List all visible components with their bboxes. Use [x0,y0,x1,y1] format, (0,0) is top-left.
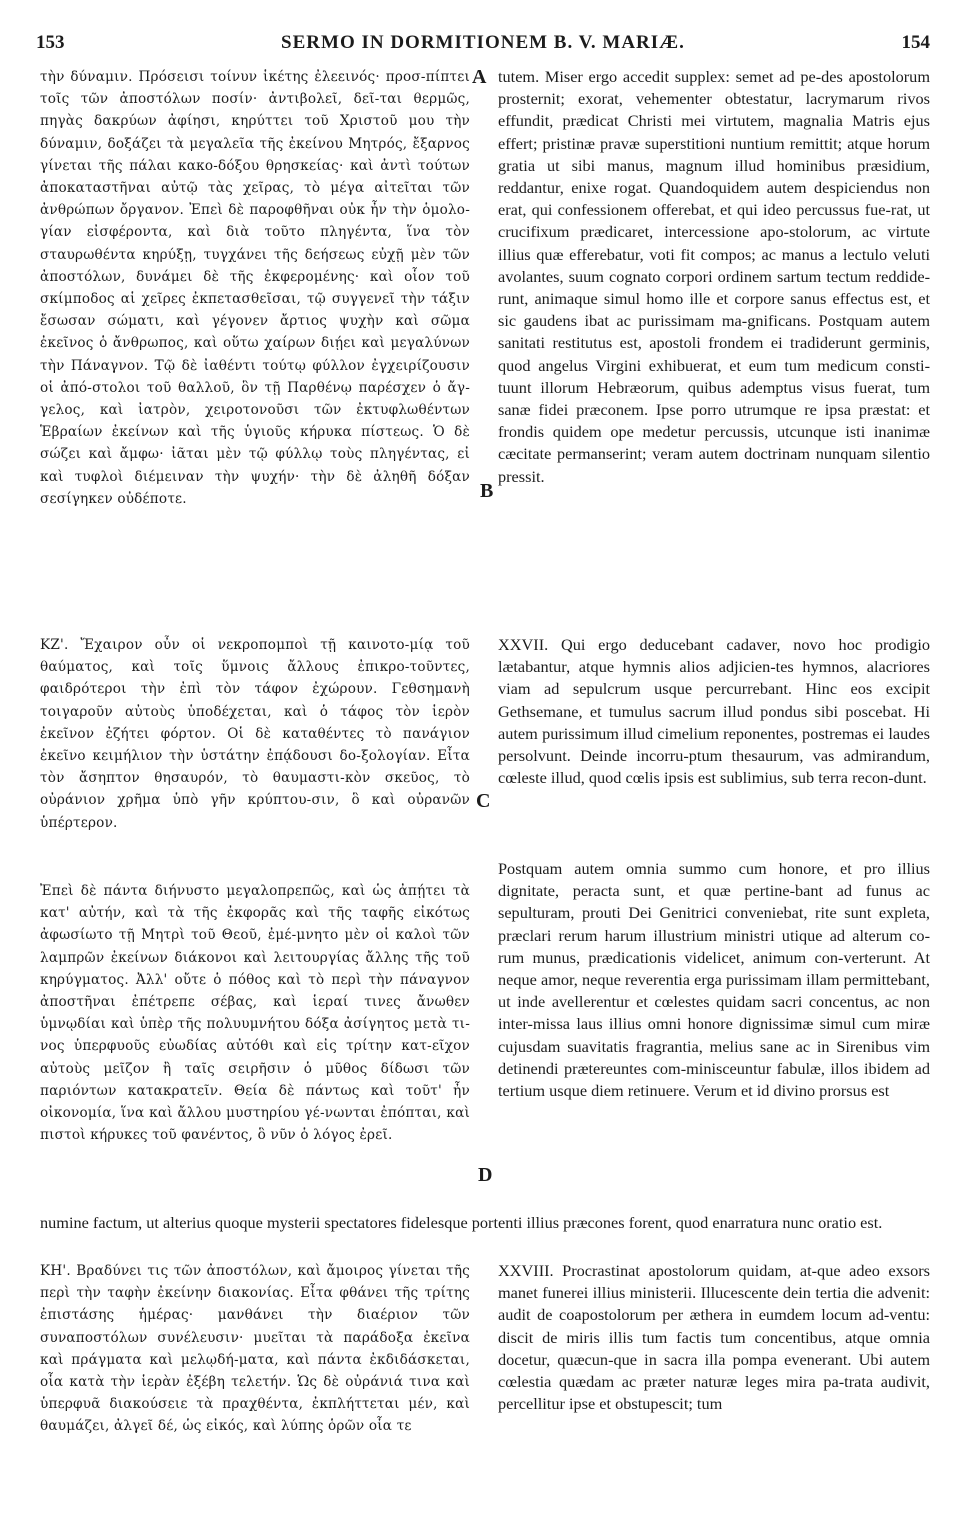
margin-letter-b: B [480,480,494,502]
latin-column-section-28 [498,1260,930,1415]
page-number-right: 154 [901,32,930,53]
greek-paragraph-3: Ἐπεὶ δὲ πάντα διήνυστο μεγαλοπρεπῶς, καὶ ὡς ἀπῄτει τὰ κατ' αὐτήν, καὶ τὰ τῆς ἐκφορᾶς καὶ τῆς ταφῆς εἰκότως ἀφωσίωτο τῇ Μητρὶ τοῦ Θεοῦ, ἐμέ-μνητο μὲν οἱ καλοὶ τῶν λαμπρῶν ἐκείνων διάκονοι καὶ λειτουργίας ἄλλης τῆς τοῦ κηρύγματος. Ἀλλ' οὔτε ὁ πόθος καὶ τὸ περὶ τὴν πάναγνον ἀποστῆναι ἐπέτρεπε σέβας, καὶ ἱεραί τινες ἄνωθεν ὑμνῳδίαι καὶ ὑπὲρ τῆς πολυυμνήτου δόξα ἀσίγητος μετὰ τι-νος ὑπερφυοῦς εὐωδίας αὐτόθι καὶ εἰς τρίτην κατ-εῖχον αὐτοὺς μεῖζον ἢ ταῖς σειρῆσιν ὁ μῦθος δίδωσι τῶν παριόντων κατακρατεῖν. Θεία δὲ πάντως καὶ τοῦτ' ἦν οἰκονομία, ἵνα καὶ ἄλλου μυστηρίου γέ-νωνται ἐπόπται, καὶ πιστοὶ κήρυκες τοῦ φανέντος, ὃ νῦν ὁ λόγος ἐρεῖ. [40,883,470,1144]
running-title: SERMO IN DORMITIONEM B. V. MARIÆ. [281,32,685,53]
greek-column-top [40,66,470,510]
latin-paragraph-28: XXVIII. Procrastinat apostolorum quidam, at-que adeo exsors manet funerei illius ministerii. Illucescente dein tertia die advenit: audit de coapostolorum per æthera in eumdem locum ad-ventu: discit de miris illis tum factis tum concentibus, atque omnia docetur, quæcun-que in sacra illa pompa evenerant. Ubi autem cœlestia quædam ac præter naturæ leges mira pa-trata audivit, percellitur ipse et obstupescit; tum [498,1261,930,1414]
latin-column-middle [498,858,930,1102]
page-number-left: 153 [36,32,65,53]
greek-column-section-28 [40,1260,470,1438]
greek-column-middle [40,880,470,1146]
latin-paragraph-3: Postquam autem omnia summo cum honore, et pro illius dignitate, peracta sunt, et quæ pertine-bant ad funus ac sepulturam, prouti Dei Genitrici conveniebat, rite sunt expleta, præclari rerum harum illustrium ministri utique ad alterum co-rum munus, prædicationis videlicet, animum con-verterunt. At neque amor, neque reverentia erga purissimam illam permittebant, ut inde avellerentur et cœlestes quidam sacri concentus, ac non inter-missa laus illius omni honore dignissimæ simul cum miræ cujusdam suavitatis fragrantia, melius sane ac in Sirenibus vim detinendi prætereuntes com-minisceuntur fabulæ, illos ibidem ad tertium usque diem retinuere. Verum et id divino prorsus est [498,859,930,1101]
greek-paragraph-1: τὴν δύναμιν. Πρόσεισι τοίνυν ἱκέτης ἐλεεινός· προσ-πίπτει τοῖς τῶν ἀποστόλων ποσίν· ἀντιβολεῖ, δεῖ-ται θερμῶς, πηγὰς δακρύων ἀφίησι, κηρύττει τοῦ Χριστοῦ μου τὴν δύναμιν, δοξάζει τὰ μεγαλεῖα τῆς ἐκείνου Μητρός, ἔξαρνος γίνεται τῆς πάλαι κακο-δόξου θρησκείας· καὶ ἀντὶ τούτων ἀποκαταστῆναι αὐτῷ τὰς χεῖρας, τὸ μέγα αἰτεῖται τῶν ἀνθρώπων ὄργανον. Ἐπεὶ δὲ παροφθῆναι οὐκ ἦν τὴν ὁμολο-γίαν εἰσφέροντα, καὶ διὰ τοῦτο πληγέντα, ἵνα τὸν σταυρωθέντα κηρύξῃ, τυγχάνει τῆς δεήσεως εὐχῇ μὲν τῶν ἀποστόλων, δυνάμει δὲ τῆς ἐκφερομένης· καὶ οἷον τοῦ σκίμποδος αἱ χεῖρες ἐκπετασθεῖσαι, τῷ συγγενεῖ τὴν τάξιν ἔσωσαν σώματι, καὶ γέγονεν ἄρτιος ψυχὴν καὶ σῶμα ἐκεῖνος ὁ ἄνθρωπος, καὶ οὕτω χαίρων διῄει καὶ μεγαλύνων τὴν Πάναγνον. Τῷ δὲ ἰαθέντι τούτῳ φύλλον ἐγχειρίζουσιν οἱ ἀπό-στολοι τοῦ θαλλοῦ, ὃν τῇ Παρθένῳ παρέσχεν ὁ ἄγ-γελος, καὶ ἰατρὸν, χειροτονοῦσι τῶν ἐκτυφλωθέντων Ἑβραίων ἐκείνων καὶ τῆς ὑγιοῦς κήρυκα πίστεως. Ὁ δὲ σώζει καὶ ἄμφω· ἰᾶται μὲν τῷ φύλλῳ τοὺς πληγέντας, εἰ καὶ τυφλοὶ διέμειναν τὴν ψυχήν· τὴν δὲ ἀληθῆ δόξαν σεσίγηκεν οὐδέποτε. [40,69,470,507]
latin-paragraph-27: XXVII. Qui ergo deducebant cadaver, novo hoc prodigio lætabantur, atque hymnis alios adjicien-tes hymnos, alacriores viam ad sepulcrum usque percurrebant. Hinc eos excipit Gethsemane, et tumulus sacrum illud pondus sibi poscebat. Hi autem purissimum illud cimelium reponentes, postremas ei laudes persolvunt. Deinde incorru-ptum thesaurum, vas admirandum, cœleste illud, quod cœlis ipsis est sublimius, sub terra recon-dunt. [498,635,930,788]
margin-letter-c: C [476,790,491,812]
latin-paragraph-1: tutem. Miser ergo accedit supplex: semet ad pe-des apostolorum prosternit; exorat, vehementer obtestatur, lacrymarum rivos effundit, prædicat Christi mei virtutem, magnalia Matris ejus effert; pristinæ pravæ superstitioni nuntium remittit; atque horum gratia ut sibi manus, magnum illud hominibus præsidium, reddantur, enixe rogat. Quandoquidem autem despiciendus non erat, qui confessionem offerebat, et qui ideo percussus fue-rat, ut crucifixum prædicaret, intercessione apo-stolorum, ac virtute illius quæ efferebatur, voti fit compos; ac manus a lectulo veluti avolantes, suum cognato corpori ordinem sartum tectum reddide-runt, animaque simul homo ille et corpore sanus effectus est, et sic gaudens ibat ac purissimam ma-gnificans. Postquam autem sanitati restitutus est, apostoli frondem ei tradiderunt germinis, quod angelus Virgini exhibuerat, et eum tum medicum consti-tuunt illorum Hebræorum, quibus ademptus visus fuerat, tum sanæ fidei præconem. Ipse porro utrumque re ipsa præstat: et frondis quidem ope medetur percussis, utcunque isti inanimæ cæcitate permanserint; veram autem doctrinam nunquam silentio pressit. [498,67,930,486]
page-header [36,32,930,58]
margin-letter-a: A [472,66,487,88]
greek-paragraph-27: ΚΖ'. Ἔχαιρον οὖν οἱ νεκροπομποὶ τῇ καινοτο-μίᾳ τοῦ θαύματος, καὶ τοῖς ὕμνοις ἄλλους ἐπικρο-τοῦντες, φαιδρότεροι τὴν ἐπὶ τὸν τάφον ἐχώρουν. Γεθσημανὴ τοιγαροῦν αὐτοὺς ὑποδέχεται, καὶ ὁ τάφος τὸν ἱερὸν ἐκεῖνον ἐζήτει φόρτον. Οἱ δὲ καταθέντες τὸ πανάγιον ἐκεῖνο κειμήλιον τὴν ὑστάτην ἐπᾴδουσι δο-ξολογίαν. Εἶτα τὸν ἄσηπτον θησαυρόν, τὸ θαυμαστι-κὸν σκεῦος, τὸ οὐράνιον χρῆμα ὑπὸ γῆν κρύπτου-σιν, ὃ καὶ οὐρανῶν ὑπέρτερον. [40,637,470,831]
greek-paragraph-28: ΚΗ'. Βραδύνει τις τῶν ἀποστόλων, καὶ ἄμοιρος γίνεται τῆς περὶ τὴν ταφὴν ἐκείνην διακονίας. Εἶτα φθάνει τῆς τρίτης ἐπιστάσης ἡμέρας· μανθάνει τὴν διαέριον τῶν συναποστόλων συνέλευσιν· μυεῖται τὰ παράδοξα ἐκεῖνα καὶ πράγματα καὶ μελῳδή-ματα, καὶ πάντα ἐκδιδάσκεται, οἷα κατὰ τὴν ἱερὰν ἐξέβη τελετήν. Ὡς δὲ οὐράνιά τινα καὶ ὑπερφυᾶ διακούσειε τὰ πραχθέντα, ἐκπλήττεται μέν, καὶ θαυμάζει, ἀλγεῖ δέ, ὡς εἰκός, καὶ λύπης ὁρῶν οἷα τε [40,1263,470,1435]
latin-column-section-27 [498,634,930,789]
latin-full-width-line: numine factum, ut alterius quoque mysterii spectatores fidelesque portenti illius præcones forent, quod enarratura nunc oratio est. [40,1213,883,1232]
latin-column-top [498,66,930,488]
margin-letter-d: D [478,1164,493,1186]
greek-column-section-27 [40,634,470,834]
